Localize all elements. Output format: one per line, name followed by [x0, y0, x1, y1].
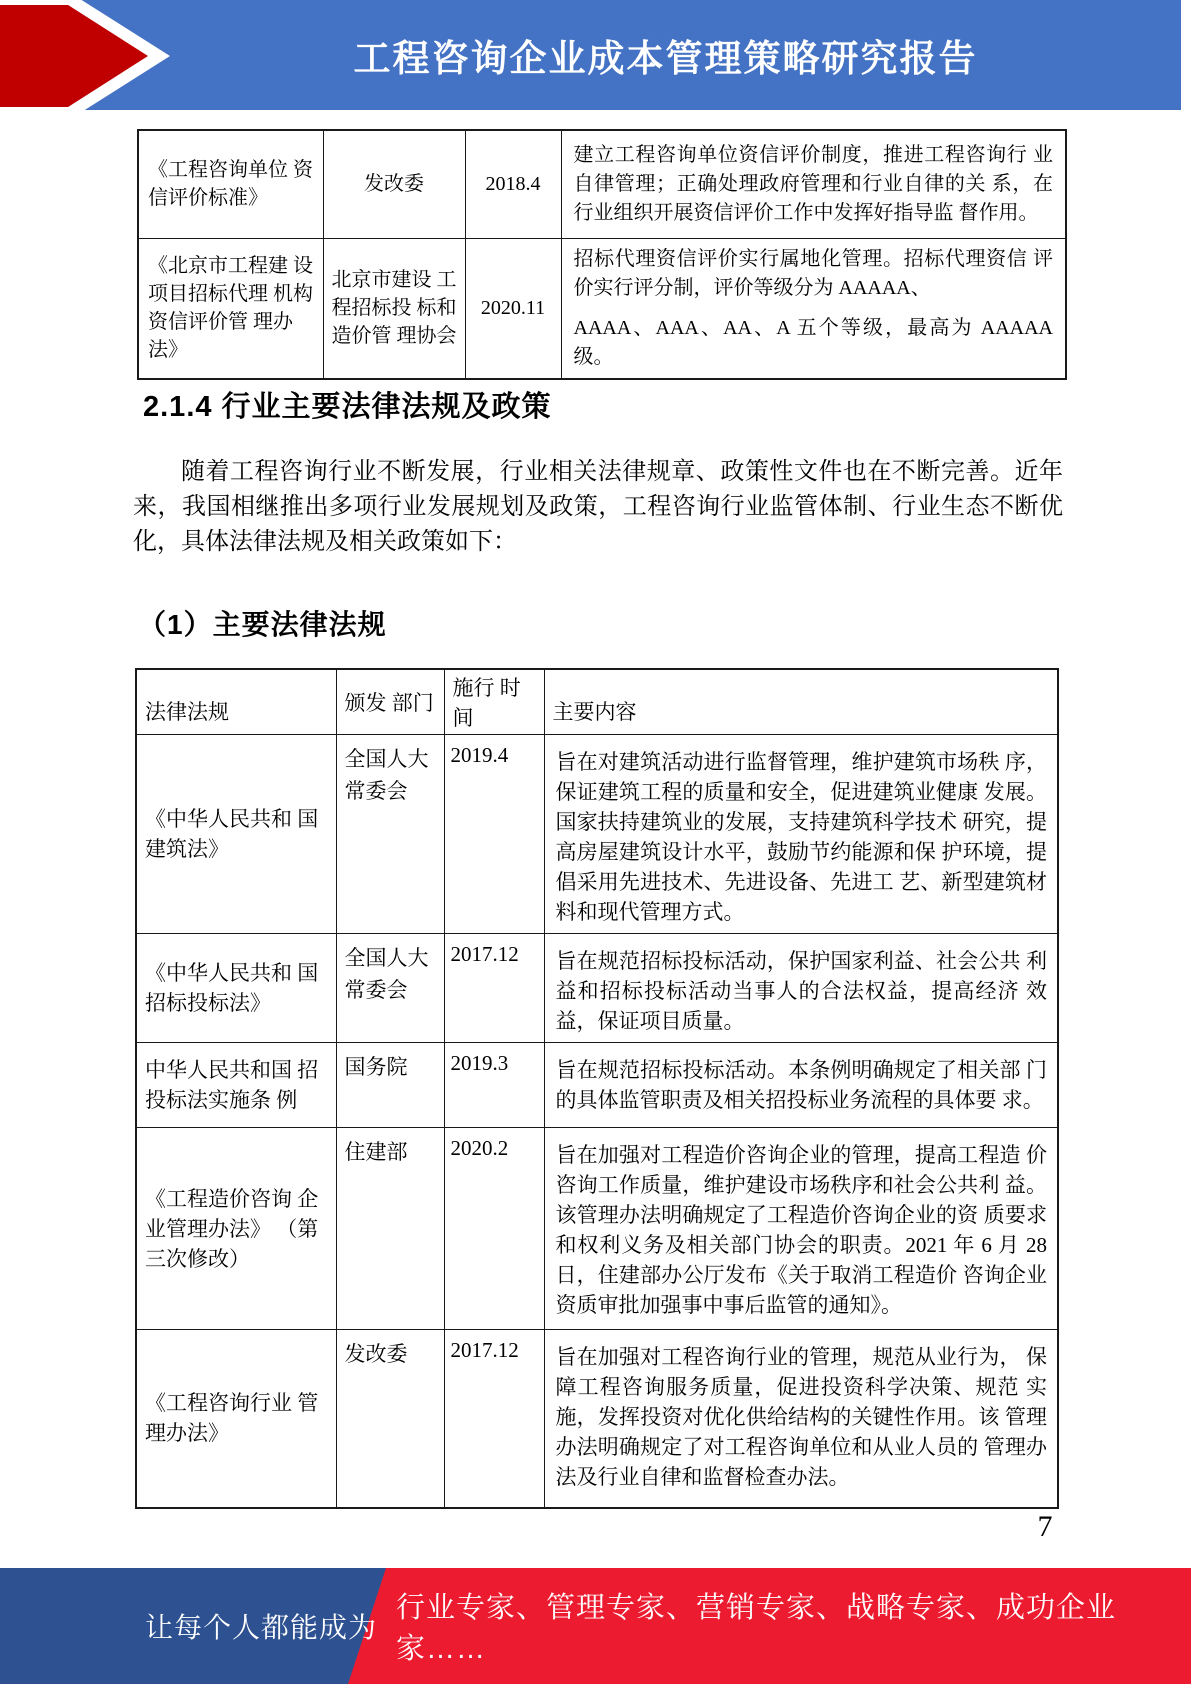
- header-cell-issuer: 颁发 部门: [336, 669, 444, 735]
- law-issuer-cell: 全国人大常委会: [336, 934, 444, 1043]
- table-row: [136, 735, 1058, 934]
- law-issuer-cell: 国务院: [336, 1043, 444, 1128]
- table-row: [136, 1128, 1058, 1330]
- policy-issuer-cell: 北京市建设 工程招标投 标和造价管 理协会: [323, 238, 465, 379]
- footer-right-text: 行业专家、管理专家、营销专家、战略专家、成功企业家……: [396, 1592, 1117, 1665]
- law-name-cell: 中华人民共和国 招投标法实施条 例: [136, 1043, 336, 1128]
- policy-issuer-cell: 发改委: [323, 130, 465, 238]
- table-row: [138, 130, 1066, 238]
- table-header-row: [136, 669, 1058, 735]
- section-heading: 2.1.4 行业主要法律法规及政策: [143, 391, 552, 423]
- law-date-cell: 2019.3: [444, 1043, 544, 1128]
- header-cell-content: 主要内容: [544, 669, 1058, 735]
- sub-heading: （1）主要法律法规: [138, 609, 387, 640]
- policy-date-cell: 2018.4: [465, 130, 561, 238]
- law-name-cell: 《工程造价咨询 企业管理办法》 （第三次修改）: [136, 1128, 336, 1330]
- header-cell-date: 施行 时间: [444, 669, 544, 735]
- header-cell-law: 法律法规: [136, 669, 336, 735]
- policy-name-cell: 《工程咨询单位 资信评价标准》: [138, 130, 323, 238]
- policy-date-cell: 2020.11: [465, 238, 561, 379]
- law-content-cell: 旨在规范招标投标活动。本条例明确规定了相关部 门的具体监管职责及相关招投标业务流程的具体要 求。: [544, 1043, 1058, 1128]
- law-date-cell: 2020.2: [444, 1128, 544, 1330]
- report-title: 工程咨询企业成本管理策略研究报告: [353, 38, 978, 79]
- law-name-cell: 《中华人民共和 国招标投标法》: [136, 934, 336, 1043]
- law-date-cell: 2017.12: [444, 1330, 544, 1508]
- footer-left-text: 让每个人都能成为: [145, 1612, 378, 1643]
- law-date-cell: 2019.4: [444, 735, 544, 934]
- table-row: [136, 1330, 1058, 1508]
- table-row: [136, 934, 1058, 1043]
- policy-name-cell: 《北京市工程建 设项目招标代理 机构资信评价管 理办法》: [138, 238, 323, 379]
- law-issuer-cell: 住建部: [336, 1128, 444, 1330]
- page-number: 7: [1037, 1510, 1053, 1543]
- policy-content-paragraph: AAAA、AAA、AA、A 五个等级，最高为 AAAAA 级。: [573, 316, 1053, 368]
- law-name-cell: 《中华人民共和 国建筑法》: [136, 735, 336, 934]
- law-content-cell: 旨在规范招标投标活动，保护国家利益、社会公共 利益和招标投标活动当事人的合法权益，提高经济 效益，保证项目质量。: [544, 934, 1058, 1043]
- body-paragraph: 随着工程咨询行业不断发展，行业相关法律规章、政策性文件也在不断完善。近年来，我国相继推出多项行业发展规划及政策，工程咨询行业监管体制、行业生态不断优化，具体法律法规及相关政策如下：: [133, 459, 1063, 555]
- law-content-cell: 旨在对建筑活动进行监督管理，维护建筑市场秩 序，保证建筑工程的质量和安全，促进建筑业健康 发展。国家扶持建筑业的发展，支持建筑科学技术 研究，提高房屋建筑设计水平，鼓励节约能源和保 护环境，提倡采用先进技术、先进设备、先进工 艺、新型建筑材料和现代管理方式。: [544, 735, 1058, 934]
- footer-band: [0, 1568, 1191, 1684]
- policy-content-cell: 建立工程咨询单位资信评价制度，推进工程咨询行 业自律管理；正确处理政府管理和行业自律的关 系，在行业组织开展资信评价工作中发挥好指导监 督作用。: [561, 130, 1066, 238]
- law-issuer-cell: 全国人大常委会: [336, 735, 444, 934]
- policy-content-paragraph: 招标代理资信评价实行属地化管理。招标代理资信 评价实行评分制，评价等级分为 AAAAA、: [573, 247, 1053, 299]
- table-row: [138, 238, 1066, 379]
- table-row: [136, 1043, 1058, 1128]
- law-date-cell: 2017.12: [444, 934, 544, 1043]
- header-band: [0, 0, 1181, 110]
- law-issuer-cell: 发改委: [336, 1330, 444, 1508]
- law-content-cell: 旨在加强对工程造价咨询企业的管理，提高工程造 价咨询工作质量，维护建设市场秩序和社会公共利 益。该管理办法明确规定了工程造价咨询企业的资 质要求和权利义务及相关部门协会的职责。2021 年 6 月 28 日，住建部办公厅发布《关于取消工程造价 咨询企业资质审批加强事中事后监管的通知》。: [544, 1128, 1058, 1330]
- law-content-cell: 旨在加强对工程咨询行业的管理，规范从业行为， 保障工程咨询服务质量，促进投资科学决策、规范 实施，发挥投资对优化供给结构的关键性作用。该 管理办法明确规定了对工程咨询单位和从业人员的 管理办法及行业自律和监督检查办法。: [544, 1330, 1058, 1508]
- policy-table-continued: [137, 129, 1067, 380]
- law-table: [135, 668, 1059, 1509]
- policy-content-cell: [561, 238, 1066, 379]
- law-name-cell: 《工程咨询行业 管理办法》: [136, 1330, 336, 1508]
